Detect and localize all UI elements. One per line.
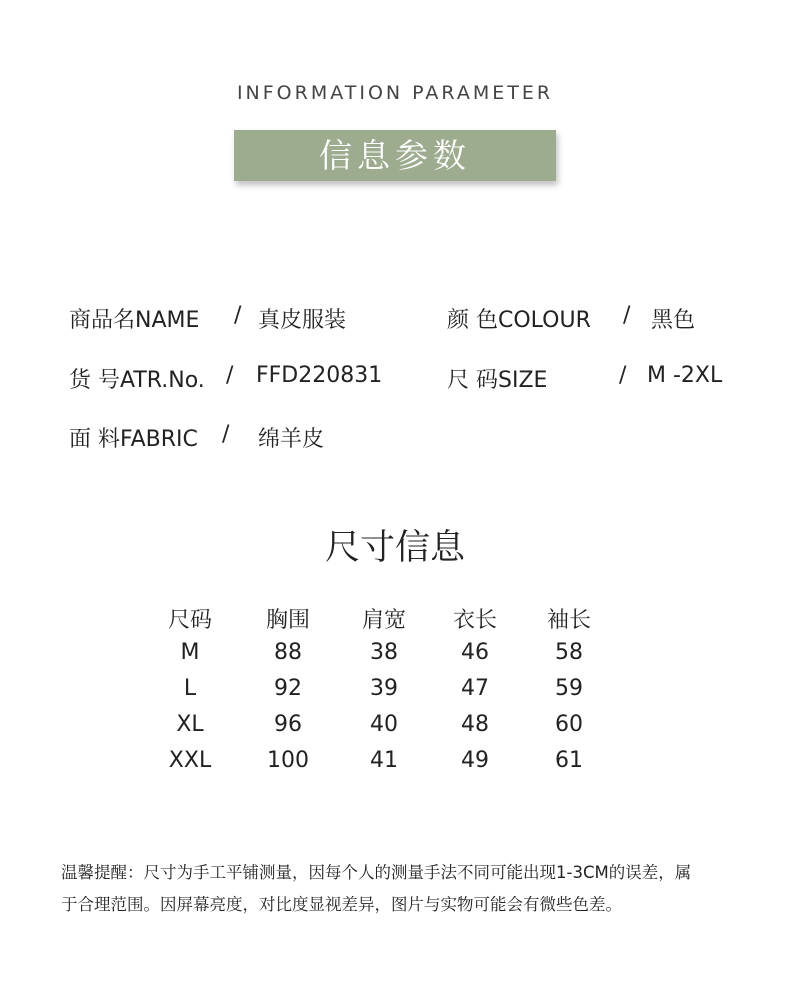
table-cell: 100 (267, 748, 309, 773)
table-cell: L (183, 676, 197, 701)
table-header-sleeve: 袖长 (546, 608, 591, 633)
header-title-en: INFORMATION PARAMETER (236, 82, 554, 104)
info-atr-sep: / (226, 363, 234, 388)
table-cell: 96 (274, 712, 302, 737)
table-cell: 58 (555, 640, 583, 665)
info-size-label: 尺 码SIZE (447, 368, 548, 393)
table-header-shoulder: 肩宽 (361, 608, 406, 633)
info-name-label: 商品名NAME (69, 308, 200, 333)
table-header-length: 衣长 (452, 608, 497, 633)
info-name-value: 真皮服装 (258, 308, 347, 333)
table-cell: 92 (274, 676, 302, 701)
table-cell: 47 (461, 676, 489, 701)
info-colour-sep: / (623, 303, 631, 328)
size-title: 尺寸信息 (324, 528, 465, 568)
table-cell: 48 (461, 712, 489, 737)
table-cell: XL (176, 712, 204, 737)
note-line-2: 于合理范围。因屏幕亮度，对比度显视差异，图片与实物可能会有微些色差。 (61, 895, 622, 914)
table-cell: 40 (370, 712, 398, 737)
info-colour-label: 颜 色COLOUR (447, 308, 591, 333)
table-cell: 88 (274, 640, 302, 665)
header-banner: 信息参数 (234, 130, 556, 181)
info-fabric-label: 面 料FABRIC (69, 427, 198, 452)
table-cell: 46 (461, 640, 489, 665)
table-cell: XXL (168, 748, 212, 773)
info-size-sep: / (619, 363, 627, 388)
info-fabric-value: 绵羊皮 (258, 427, 325, 452)
table-cell: 38 (370, 640, 398, 665)
table-header-size: 尺码 (167, 608, 212, 633)
info-colour-value: 黑色 (651, 308, 696, 333)
table-header-chest: 胸围 (265, 608, 310, 633)
table-cell: 61 (555, 748, 583, 773)
note-line-1: 温馨提醒：尺寸为手工平铺测量，因每个人的测量手法不同可能出现1-3CM的误差，属 (61, 863, 692, 882)
table-cell: M (180, 640, 200, 665)
info-atr-label: 货 号ATR.No. (69, 368, 205, 393)
info-name-sep: / (234, 303, 242, 328)
table-cell: 41 (370, 748, 398, 773)
table-cell: 59 (555, 676, 583, 701)
info-fabric-sep: / (222, 422, 230, 447)
info-size-value: M -2XL (647, 363, 723, 388)
table-cell: 60 (555, 712, 583, 737)
table-cell: 49 (461, 748, 489, 773)
table-cell: 39 (370, 676, 398, 701)
info-atr-value: FFD220831 (256, 363, 383, 388)
